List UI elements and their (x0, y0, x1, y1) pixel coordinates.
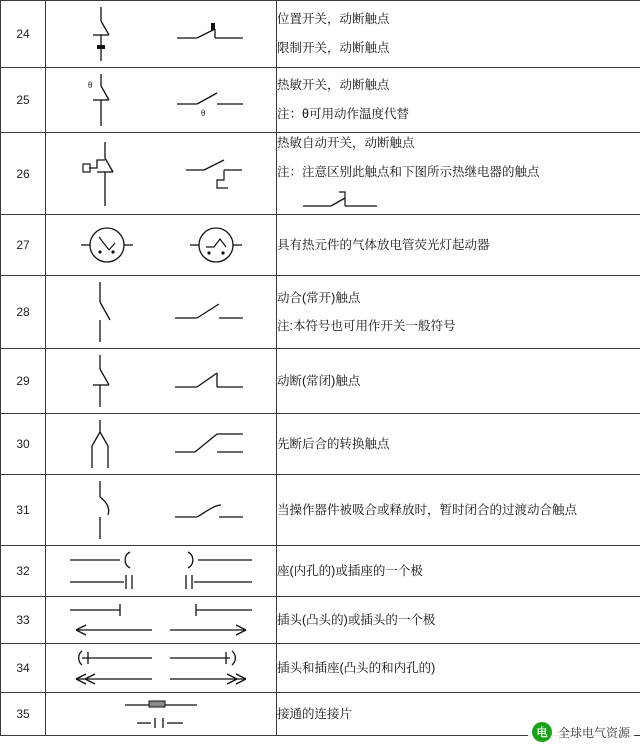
socket-female-2-icon (168, 550, 254, 570)
connected-link-dashes-icon (111, 715, 211, 731)
row-description (277, 349, 640, 414)
make-contact-horizontal-icon (173, 292, 245, 332)
table-row (1, 68, 640, 133)
row-description (277, 68, 640, 133)
table-row (1, 644, 640, 693)
changeover-break-before-make-horizontal-icon (173, 422, 245, 466)
row-number: 28 (1, 276, 46, 349)
row-symbols (46, 133, 277, 215)
limit-switch-break-contact-icon (175, 14, 245, 54)
plug-and-socket-1-icon (68, 648, 154, 668)
changeover-break-before-make-vertical-icon (77, 418, 123, 470)
row-symbols (46, 414, 277, 475)
row-description (277, 475, 640, 546)
row-symbols (46, 215, 277, 276)
desc-line: 动断(常闭)触点 (277, 373, 361, 388)
desc-line: 动合(常开)触点 (277, 290, 361, 305)
row-number: 32 (1, 546, 46, 597)
plug-and-socket-2-icon (168, 648, 254, 668)
break-contact-horizontal-icon (173, 361, 245, 401)
desc-line: 限制开关，动断触点 (277, 41, 390, 55)
row-symbols (46, 475, 277, 546)
table-row (1, 349, 640, 414)
svg-text:θ: θ (200, 108, 205, 118)
position-switch-break-contact-icon (78, 5, 124, 63)
desc-line: 热敏自动开关，动断触点 (277, 136, 415, 150)
plug-arrow-right-icon (168, 621, 254, 639)
plug-and-socket-arrows-left-icon (68, 670, 154, 688)
connected-link-bar-icon (111, 697, 211, 713)
desc-line: 座(内孔的)或插座的一个极 (277, 563, 423, 578)
desc-line: 插头和插座(凸头的和内孔的) (277, 660, 436, 675)
thermal-switch-break-contact-icon (78, 72, 124, 128)
row-description (277, 414, 640, 475)
desc-line: 热敏开关，动断触点 (277, 78, 390, 93)
row-description (277, 546, 640, 597)
desc-line: 具有热元件的气体放电管荧光灯起动器 (277, 237, 490, 252)
row-symbols (46, 693, 277, 736)
row-symbols (46, 597, 277, 644)
passing-make-contact-horizontal-icon (173, 489, 245, 531)
watermark-label: 全球电气资源 (557, 725, 630, 740)
row-number: 25 (1, 68, 46, 133)
row-description (277, 644, 640, 693)
desc-line: 接通的连接片 (277, 706, 353, 721)
row-number: 35 (1, 693, 46, 736)
row-symbols (46, 546, 277, 597)
row-symbols (46, 68, 277, 133)
row-number: 34 (1, 644, 46, 693)
plug-arrow-left-icon (68, 621, 154, 639)
table-row (1, 215, 640, 276)
row-number: 27 (1, 215, 46, 276)
row-description (277, 133, 640, 215)
row-number: 33 (1, 597, 46, 644)
break-contact-vertical-icon (77, 353, 123, 409)
row-number: 29 (1, 349, 46, 414)
table-row (1, 133, 640, 215)
row-symbols (46, 644, 277, 693)
socket-female-3-icon (68, 572, 154, 592)
desc-line: 当操作器件被吸合或释放时，暂时闭合的过渡动合触点 (277, 502, 578, 517)
row-number: 31 (1, 475, 46, 546)
watermark-badge (528, 720, 634, 744)
thermal-relay-contact-small-icon (297, 188, 383, 214)
desc-line: 注：θ可用动作温度代替 (277, 107, 409, 121)
thermal-relay-contact-icon (184, 148, 244, 200)
row-description (277, 1, 640, 68)
desc-line: 注：注意区别此触点和下图所示热继电器的触点 (277, 164, 540, 179)
make-contact-vertical-icon (77, 280, 123, 344)
svg-text:θ: θ (87, 80, 92, 90)
table-row (1, 597, 640, 644)
desc-line: 注:本符号也可用作开关一般符号 (277, 319, 456, 334)
row-description (277, 215, 640, 276)
row-description (277, 597, 640, 644)
row-number: 24 (1, 1, 46, 68)
desc-line: 位置开关，动断触点 (277, 12, 390, 27)
watermark-logo-icon: 电 (532, 722, 552, 742)
row-symbols (46, 1, 277, 68)
thermal-switch-theta-icon (175, 80, 245, 120)
table-row (1, 546, 640, 597)
table-row (1, 414, 640, 475)
row-number: 30 (1, 414, 46, 475)
table-row (1, 475, 640, 546)
glow-starter-2-icon (188, 219, 244, 271)
socket-female-4-icon (168, 572, 254, 592)
row-description (277, 276, 640, 349)
plug-male-1-icon (68, 601, 154, 619)
row-symbols (46, 276, 277, 349)
row-symbols (46, 349, 277, 414)
glow-starter-1-icon (79, 219, 135, 271)
plug-and-socket-arrows-right-icon (168, 670, 254, 688)
plug-male-2-icon (168, 601, 254, 619)
table-row (1, 1, 640, 68)
socket-female-1-icon (68, 550, 154, 570)
passing-make-contact-vertical-icon (77, 479, 123, 541)
table-row (1, 276, 640, 349)
thermal-auto-switch-icon (79, 138, 131, 210)
desc-line: 插头(凸头的)或插头的一个极 (277, 612, 436, 627)
row-number: 26 (1, 133, 46, 215)
desc-line: 先断后合的转换触点 (277, 436, 390, 451)
